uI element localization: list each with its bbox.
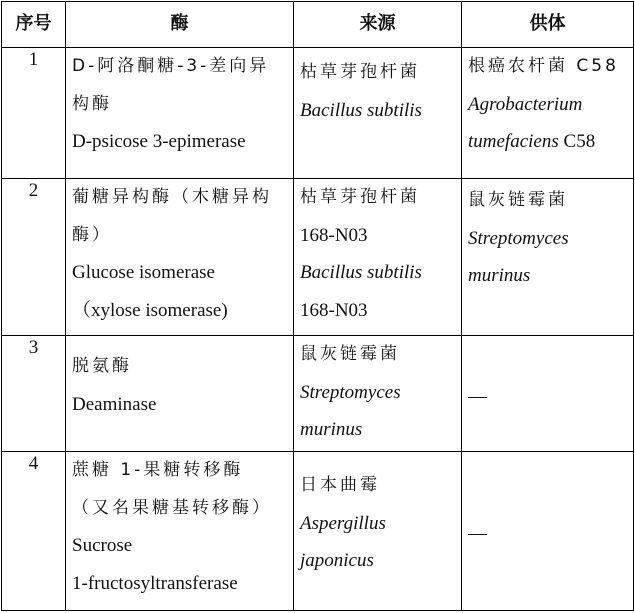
source-cell <box>294 179 462 336</box>
source-name-cn: 鼠灰链霉菌 <box>300 344 400 364</box>
enzyme-name-cn-alias: （又名果糖基转移酶） <box>72 497 272 518</box>
table-row <box>2 452 634 611</box>
donor-cell <box>462 336 634 452</box>
table-row <box>2 179 634 336</box>
donor-name-cn: 根癌农杆菌 C58 <box>468 56 619 76</box>
donor-cell <box>462 179 634 336</box>
donor-name-latin-cont: tumefaciens C58 <box>468 131 596 152</box>
source-strain: 168-N03 <box>300 224 368 246</box>
donor-cell <box>462 452 634 611</box>
donor-name-cn: 鼠灰链霉菌 <box>468 190 568 210</box>
source-name-cn: 枯草芽孢杆菌 <box>300 62 420 82</box>
row-number: 2 <box>2 179 66 336</box>
source-name-cn: 日本曲霉 <box>300 475 380 495</box>
donor-empty-dash: — <box>468 523 487 544</box>
source-name-latin-cont: murinus <box>300 419 363 440</box>
row-number: 4 <box>2 452 66 611</box>
enzyme-cell <box>66 48 294 179</box>
enzyme-name-cn: 蔗糖 1-果糖转移酶 <box>72 460 244 480</box>
enzyme-name-en: Sucrose <box>72 535 133 556</box>
donor-name-latin: Streptomyces <box>468 227 569 249</box>
enzyme-name-en-cont: 1-fructosyltransferase <box>72 572 238 594</box>
source-cell <box>294 48 462 179</box>
enzyme-cell <box>66 179 294 336</box>
enzyme-cell <box>66 336 294 452</box>
table-row <box>2 336 634 452</box>
enzyme-name-en-alt: （xylose isomerase) <box>72 299 228 321</box>
table-row <box>2 48 634 179</box>
donor-name-latin: Agrobacterium <box>468 93 583 115</box>
enzyme-name-cn-cont: 酶） <box>72 224 112 245</box>
source-name-latin: Bacillus subtilis <box>300 99 422 121</box>
donor-name-latin-cont: murinus <box>468 265 531 286</box>
source-cell <box>294 452 462 611</box>
source-name-latin: Streptomyces <box>300 381 401 403</box>
header-source: 来源 <box>294 2 462 48</box>
source-name-latin: Aspergillus <box>300 512 386 534</box>
row-number: 3 <box>2 336 66 452</box>
enzyme-cell <box>66 452 294 611</box>
header-donor: 供体 <box>462 2 634 48</box>
source-cell <box>294 336 462 452</box>
enzyme-name-en: Glucose isomerase <box>72 262 215 283</box>
donor-cell <box>462 48 634 179</box>
enzyme-name-cn: 脱氨酶 <box>72 356 132 376</box>
donor-empty-dash: — <box>468 385 487 407</box>
source-name-latin: Bacillus subtilis <box>300 262 422 283</box>
enzyme-name-en: D-psicose 3-epimerase <box>72 131 246 152</box>
enzyme-table <box>1 1 634 611</box>
enzyme-name-cn: 葡糖异构酶（木糖异构 <box>72 187 272 207</box>
source-name-cn: 枯草芽孢杆菌 <box>300 187 420 207</box>
row-number: 1 <box>2 48 66 179</box>
header-number: 序号 <box>2 2 66 48</box>
header-enzyme: 酶 <box>66 2 294 48</box>
enzyme-name-cn: D-阿洛酮糖-3-差向异 <box>72 56 270 76</box>
enzyme-name-en: Deaminase <box>72 393 157 415</box>
header-row <box>2 2 634 48</box>
source-strain-latin: 168-N03 <box>300 299 368 321</box>
enzyme-name-cn-cont: 构酶 <box>72 93 112 114</box>
source-name-latin-cont: japonicus <box>300 550 374 571</box>
